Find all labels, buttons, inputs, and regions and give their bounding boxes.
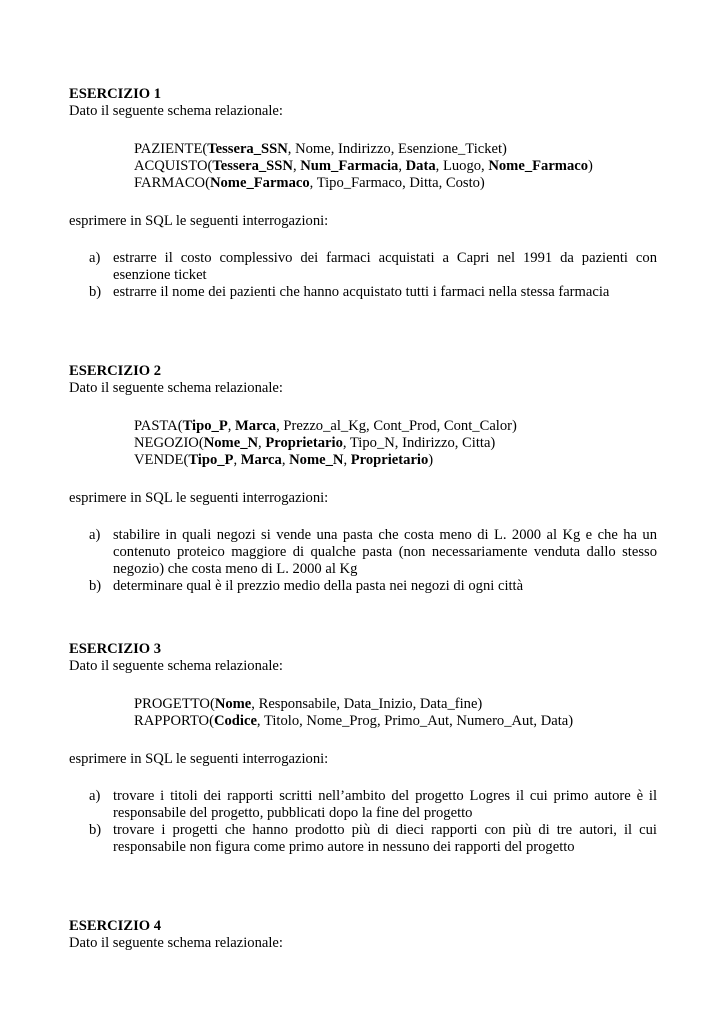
question-marker: b) xyxy=(89,822,102,838)
question-item xyxy=(69,527,657,578)
schema-key: Nome_N xyxy=(203,435,259,451)
schema-text: NEGOZIO( xyxy=(134,435,204,451)
schema-key: Marca xyxy=(240,452,282,468)
schema-text: PASTA( xyxy=(134,418,183,434)
document-page xyxy=(69,86,657,952)
schema-text: ) xyxy=(588,158,593,174)
schema-text: , Luogo, xyxy=(435,158,489,174)
schema-key: Tipo_P xyxy=(182,418,228,434)
schema-text: , xyxy=(398,158,406,174)
schema-key: Proprietario xyxy=(265,435,343,451)
schema-relation-vende xyxy=(134,452,657,469)
schema-key: Num_Farmacia xyxy=(300,158,399,174)
exercise-title: ESERCIZIO 4 xyxy=(69,918,162,934)
schema-text: , xyxy=(292,158,301,174)
schema-text: , xyxy=(227,418,236,434)
schema-text: , Prezzo_al_Kg, Cont_Prod, Cont_Calor) xyxy=(276,418,517,434)
question-marker: a) xyxy=(89,788,101,804)
schema-relation-progetto xyxy=(134,696,657,713)
schema-text: VENDE( xyxy=(134,452,189,468)
schema-text: PROGETTO( xyxy=(134,696,215,712)
schema-key: Tessera_SSN xyxy=(207,141,288,157)
schema-key: Proprietario xyxy=(350,452,429,468)
exercise-prompt: esprimere in SQL le seguenti interrogazioni: xyxy=(69,213,329,229)
relational-schema xyxy=(134,141,657,192)
schema-key: Nome_N xyxy=(289,452,344,468)
schema-key: Tessera_SSN xyxy=(212,158,293,174)
question-marker: b) xyxy=(89,578,102,594)
question-list xyxy=(69,788,657,856)
question-text: trovare i progetti che hanno prodotto più di dieci rapporti con più di tre autori, il cui responsabile non figura come primo autore in nessuno dei rapporti del progetto xyxy=(113,822,657,855)
question-item xyxy=(69,250,657,284)
schema-text: , Titolo, Nome_Prog, Primo_Aut, Numero_Aut, Data) xyxy=(256,713,574,729)
exercise-title: ESERCIZIO 3 xyxy=(69,641,162,657)
schema-key: Tipo_P xyxy=(188,452,234,468)
exercise-1 xyxy=(69,86,657,301)
exercise-title: ESERCIZIO 2 xyxy=(69,363,162,379)
schema-relation-acquisto xyxy=(134,158,657,175)
exercise-intro: Dato il seguente schema relazionale: xyxy=(69,103,283,119)
question-item xyxy=(69,284,657,301)
schema-key: Marca xyxy=(235,418,277,434)
schema-text: ACQUISTO( xyxy=(134,158,213,174)
schema-text: , Responsabile, Data_Inizio, Data_fine) xyxy=(251,696,483,712)
schema-key: Codice xyxy=(213,713,257,729)
question-text: estrarre il nome dei pazienti che hanno acquistato tutti i farmaci nella stessa farmacia xyxy=(113,284,610,300)
relational-schema xyxy=(134,418,657,469)
schema-relation-paziente xyxy=(134,141,657,158)
question-text: estrarre il costo complessivo dei farmaci acquistati a Capri nel 1991 da pazienti con esenzione ticket xyxy=(113,250,657,283)
schema-key: Nome_Farmaco xyxy=(488,158,589,174)
question-text: trovare i titoli dei rapporti scritti nell’ambito del progetto Logres il cui primo autore è il responsabile del progetto, pubblicati dopo la fine del progetto xyxy=(113,788,657,821)
schema-text: PAZIENTE( xyxy=(134,141,208,157)
question-list xyxy=(69,527,657,595)
question-marker: a) xyxy=(89,527,101,543)
schema-text: , Tipo_Farmaco, Ditta, Costo) xyxy=(309,175,485,191)
schema-relation-farmaco xyxy=(134,175,657,192)
exercise-intro: Dato il seguente schema relazionale: xyxy=(69,658,283,674)
exercise-prompt: esprimere in SQL le seguenti interrogazioni: xyxy=(69,490,329,506)
exercise-prompt: esprimere in SQL le seguenti interrogazioni: xyxy=(69,751,329,767)
schema-relation-negozio xyxy=(134,435,657,452)
schema-key: Nome xyxy=(214,696,252,712)
question-item xyxy=(69,788,657,822)
schema-text: , Tipo_N, Indirizzo, Citta) xyxy=(342,435,496,451)
schema-text: , xyxy=(233,452,241,468)
exercise-3 xyxy=(69,641,657,856)
question-item xyxy=(69,822,657,856)
schema-key: Nome_Farmaco xyxy=(209,175,310,191)
schema-text: RAPPORTO( xyxy=(134,713,214,729)
exercise-2 xyxy=(69,363,657,595)
relational-schema xyxy=(134,696,657,730)
schema-key: Data xyxy=(405,158,436,174)
exercise-intro: Dato il seguente schema relazionale: xyxy=(69,380,283,396)
question-text: stabilire in quali negozi si vende una pasta che costa meno di L. 2000 al Kg e che ha un contenuto proteico maggiore di qualche pasta (non necessariamente venduta dallo stesso negozio) che costa meno di L. 2000 al Kg xyxy=(113,527,657,577)
schema-text: , xyxy=(281,452,290,468)
question-item xyxy=(69,578,657,595)
question-marker: b) xyxy=(89,284,102,300)
exercise-4 xyxy=(69,918,657,952)
question-text: determinare qual è il prezzio medio della pasta nei negozi di ogni città xyxy=(113,578,524,594)
schema-text: , xyxy=(258,435,266,451)
schema-text: , Nome, Indirizzo, Esenzione_Ticket) xyxy=(287,141,507,157)
schema-relation-pasta xyxy=(134,418,657,435)
schema-relation-rapporto xyxy=(134,713,657,730)
schema-text: ) xyxy=(428,452,434,468)
schema-text: FARMACO( xyxy=(134,175,210,191)
schema-text: , xyxy=(343,452,351,468)
exercise-title: ESERCIZIO 1 xyxy=(69,86,162,102)
question-marker: a) xyxy=(89,250,101,266)
exercise-intro: Dato il seguente schema relazionale: xyxy=(69,935,283,951)
question-list xyxy=(69,250,657,301)
